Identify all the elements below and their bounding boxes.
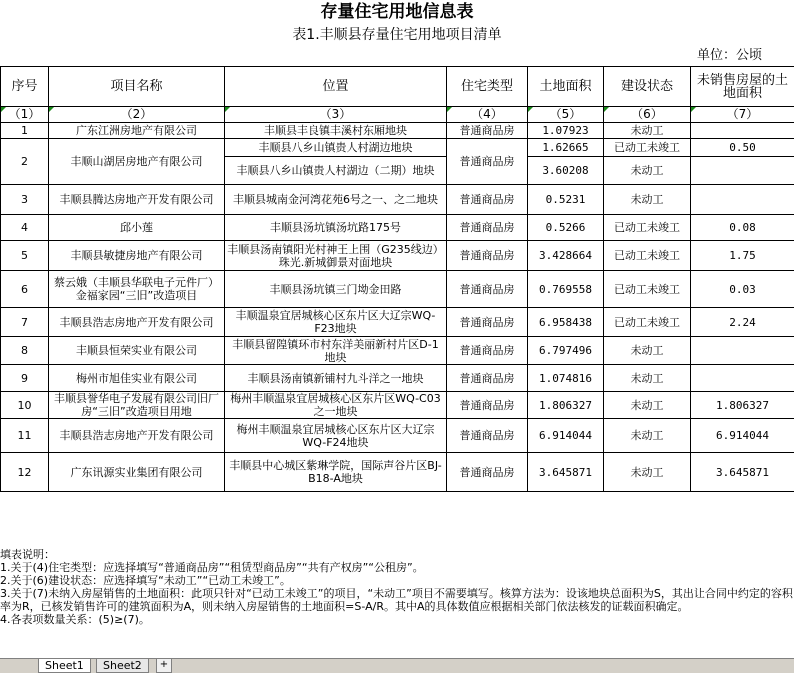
cell-area[interactable]: 3.60208 xyxy=(528,157,604,185)
cell-status[interactable]: 未动工 xyxy=(604,337,691,365)
col-number[interactable]: （4） xyxy=(447,107,528,123)
cell-status[interactable]: 未动工 xyxy=(604,365,691,392)
cell-status[interactable]: 已动工未竣工 xyxy=(604,241,691,271)
cell-name[interactable]: 广东江洲房地产有限公司 xyxy=(49,123,225,139)
cell-name[interactable]: 丰顺县腾达房地产开发有限公司 xyxy=(49,185,225,215)
cell-location[interactable]: 梅州丰顺温泉宜居城核心区东片区WQ-C03之一地块 xyxy=(225,392,447,419)
cell-area[interactable]: 6.797496 xyxy=(528,337,604,365)
cell-no[interactable]: 4 xyxy=(1,215,49,241)
cell-unsold[interactable] xyxy=(691,157,794,185)
cell-unsold[interactable]: 3.645871 xyxy=(691,453,794,492)
cell-name[interactable]: 丰顺县浩志房地产开发有限公司 xyxy=(49,308,225,337)
sheet-tab-bar xyxy=(0,658,794,673)
cell-type[interactable]: 普通商品房 xyxy=(447,308,528,337)
cell-unsold[interactable] xyxy=(691,185,794,215)
header-status[interactable]: 建设状态 xyxy=(604,67,691,107)
cell-unsold[interactable] xyxy=(691,365,794,392)
cell-name[interactable]: 丰顺县恒荣实业有限公司 xyxy=(49,337,225,365)
cell-status[interactable]: 已动工未竣工 xyxy=(604,271,691,308)
cell-status[interactable]: 未动工 xyxy=(604,419,691,453)
cell-unsold[interactable] xyxy=(691,337,794,365)
cell-no[interactable]: 2 xyxy=(1,139,49,185)
cell-name[interactable]: 邱小莲 xyxy=(49,215,225,241)
col-number[interactable]: （7） xyxy=(691,107,794,123)
table-row xyxy=(1,392,794,419)
header-name[interactable]: 项目名称 xyxy=(49,67,225,107)
cell-type[interactable]: 普通商品房 xyxy=(447,271,528,308)
note-line: 填表说明： xyxy=(0,548,794,561)
col-number[interactable]: （6） xyxy=(604,107,691,123)
cell-area[interactable]: 1.074816 xyxy=(528,365,604,392)
table-row xyxy=(1,271,794,308)
cell-status[interactable]: 未动工 xyxy=(604,453,691,492)
cell-status[interactable]: 未动工 xyxy=(604,392,691,419)
table-row xyxy=(1,185,794,215)
cell-no[interactable]: 10 xyxy=(1,392,49,419)
cell-type[interactable]: 普通商品房 xyxy=(447,337,528,365)
table-row xyxy=(1,308,794,337)
cell-unsold[interactable]: 2.24 xyxy=(691,308,794,337)
cell-type[interactable]: 普通商品房 xyxy=(447,392,528,419)
cell-no[interactable]: 5 xyxy=(1,241,49,271)
cell-area[interactable]: 3.428664 xyxy=(528,241,604,271)
header-area[interactable]: 土地面积 xyxy=(528,67,604,107)
cell-unsold[interactable]: 0.03 xyxy=(691,271,794,308)
cell-no[interactable]: 3 xyxy=(1,185,49,215)
cell-type[interactable]: 普通商品房 xyxy=(447,185,528,215)
table-row xyxy=(1,365,794,392)
cell-unsold[interactable]: 0.08 xyxy=(691,215,794,241)
table-row xyxy=(1,139,794,157)
cell-unsold[interactable]: 1.75 xyxy=(691,241,794,271)
cell-no[interactable]: 11 xyxy=(1,419,49,453)
cell-type[interactable]: 普通商品房 xyxy=(447,123,528,139)
cell-location[interactable]: 丰顺县汤坑镇汤坑路175号 xyxy=(225,215,447,241)
cell-no[interactable]: 1 xyxy=(1,123,49,139)
unit-label: 单位：公顷 xyxy=(697,47,793,65)
cell-status[interactable]: 未动工 xyxy=(604,157,691,185)
header-location[interactable]: 位置 xyxy=(225,67,447,107)
page-title: 存量住宅用地信息表 xyxy=(0,0,794,24)
cell-area[interactable]: 1.806327 xyxy=(528,392,604,419)
cell-area[interactable]: 0.5231 xyxy=(528,185,604,215)
cell-location[interactable]: 丰顺县汤南镇新铺村九斗洋之一地块 xyxy=(225,365,447,392)
cell-status[interactable]: 未动工 xyxy=(604,123,691,139)
cell-location[interactable]: 丰顺县八乡山镇贵人村湖边地块 xyxy=(225,139,447,157)
cell-name[interactable]: 丰顺县浩志房地产开发有限公司 xyxy=(49,419,225,453)
cell-area[interactable]: 1.07923 xyxy=(528,123,604,139)
cell-status[interactable]: 已动工未竣工 xyxy=(604,139,691,157)
land-info-table xyxy=(0,66,794,492)
cell-location[interactable]: 丰顺县中心城区紫琳学院，国际声谷片区BJ-B18-A地块 xyxy=(225,453,447,492)
header-type[interactable]: 住宅类型 xyxy=(447,67,528,107)
cell-type[interactable]: 普通商品房 xyxy=(447,215,528,241)
cell-unsold[interactable]: 1.806327 xyxy=(691,392,794,419)
cell-name[interactable]: 广东讯源实业集团有限公司 xyxy=(49,453,225,492)
cell-name[interactable]: 梅州市旭佳实业有限公司 xyxy=(49,365,225,392)
cell-no[interactable]: 6 xyxy=(1,271,49,308)
cell-no[interactable]: 12 xyxy=(1,453,49,492)
cell-name[interactable]: 丰顺县誉华电子发展有限公司旧厂房“三旧”改造项目用地 xyxy=(49,392,225,419)
cell-location[interactable]: 梅州丰顺温泉宜居城核心区东片区大辽宗WQ-F24地块 xyxy=(225,419,447,453)
cell-area[interactable]: 3.645871 xyxy=(528,453,604,492)
col-number[interactable]: （3） xyxy=(225,107,447,123)
cell-location[interactable]: 丰顺县丰良镇丰溪村东厢地块 xyxy=(225,123,447,139)
cell-area[interactable]: 1.62665 xyxy=(528,139,604,157)
note-line: 4.各表项数量关系：(5)≥(7)。 xyxy=(0,613,794,626)
cell-area[interactable]: 6.914044 xyxy=(528,419,604,453)
cell-area[interactable]: 0.769558 xyxy=(528,271,604,308)
cell-name[interactable]: 丰顺县敏捷房地产有限公司 xyxy=(49,241,225,271)
cell-location[interactable]: 丰顺县汤南镇阳光村神王上围（G235线边）珠光.新城御景对面地块 xyxy=(225,241,447,271)
table-row xyxy=(1,337,794,365)
cell-type[interactable]: 普通商品房 xyxy=(447,241,528,271)
table-subtitle: 表1.丰顺县存量住宅用地项目清单 xyxy=(0,24,794,46)
sheet-tab-sheet1[interactable]: Sheet1 xyxy=(38,659,91,673)
cell-type[interactable]: 普通商品房 xyxy=(447,453,528,492)
cell-type[interactable]: 普通商品房 xyxy=(447,365,528,392)
table-row xyxy=(1,215,794,241)
cell-status[interactable]: 已动工未竣工 xyxy=(604,308,691,337)
cell-unsold[interactable]: 0.50 xyxy=(691,139,794,157)
cell-location[interactable]: 丰顺温泉宜居城核心区东片区大辽宗WQ-F23地块 xyxy=(225,308,447,337)
cell-name[interactable]: 丰顺山湖居房地产有限公司 xyxy=(49,139,225,185)
col-number[interactable]: （2） xyxy=(49,107,225,123)
table-row xyxy=(1,453,794,492)
cell-no[interactable]: 8 xyxy=(1,337,49,365)
note-line: 3.关于(7)未纳入房屋销售的土地面积：此项只针对“已动工未竣工”的项目，“未动工”项目不需要填写。核算方法为：设该地块总面积为S，其出让合同中约定的容积率为R，已核发销售许可的建筑面积为A，则未纳入房屋销售的土地面积=S-A/R。其中A的具体数值应根据相关部门依法核发的证载面积确定。 xyxy=(0,587,794,613)
cell-location[interactable]: 丰顺县汤坑镇三门坳金田路 xyxy=(225,271,447,308)
header-no[interactable]: 序号 xyxy=(1,67,49,107)
cell-location[interactable]: 丰顺县城南金河湾花苑6号之一、之二地块 xyxy=(225,185,447,215)
cell-location[interactable]: 丰顺县留隍镇环市村东洋美丽新村片区D-1地块 xyxy=(225,337,447,365)
cell-unsold[interactable]: 6.914044 xyxy=(691,419,794,453)
header-unsold[interactable]: 未销售房屋的土地面积 xyxy=(691,67,794,107)
cell-name[interactable]: 蔡云娥（丰顺县华联电子元件厂）金福家园“三旧”改造项目 xyxy=(49,271,225,308)
cell-no[interactable]: 7 xyxy=(1,308,49,337)
table-row xyxy=(1,241,794,271)
cell-area[interactable]: 0.5266 xyxy=(528,215,604,241)
note-line: 2.关于(6)建设状态：应选择填写“未动工”“已动工未竣工”。 xyxy=(0,574,794,587)
cell-type[interactable]: 普通商品房 xyxy=(447,139,528,185)
sheet-tab-sheet2[interactable]: Sheet2 xyxy=(96,659,149,673)
cell-no[interactable]: 9 xyxy=(1,365,49,392)
table-row xyxy=(1,419,794,453)
cell-status[interactable]: 已动工未竣工 xyxy=(604,215,691,241)
cell-area[interactable]: 6.958438 xyxy=(528,308,604,337)
table-row xyxy=(1,123,794,139)
col-number[interactable]: （1） xyxy=(1,107,49,123)
cell-unsold[interactable] xyxy=(691,123,794,139)
cell-type[interactable]: 普通商品房 xyxy=(447,419,528,453)
fill-instructions xyxy=(0,548,794,626)
col-number[interactable]: （5） xyxy=(528,107,604,123)
new-sheet-icon[interactable]: + xyxy=(156,659,172,673)
note-line: 1.关于(4)住宅类型：应选择填写“普通商品房”“租赁型商品房”“共有产权房”“公租房”。 xyxy=(0,561,794,574)
cell-status[interactable]: 未动工 xyxy=(604,185,691,215)
cell-location[interactable]: 丰顺县八乡山镇贵人村湖边（二期）地块 xyxy=(225,157,447,185)
